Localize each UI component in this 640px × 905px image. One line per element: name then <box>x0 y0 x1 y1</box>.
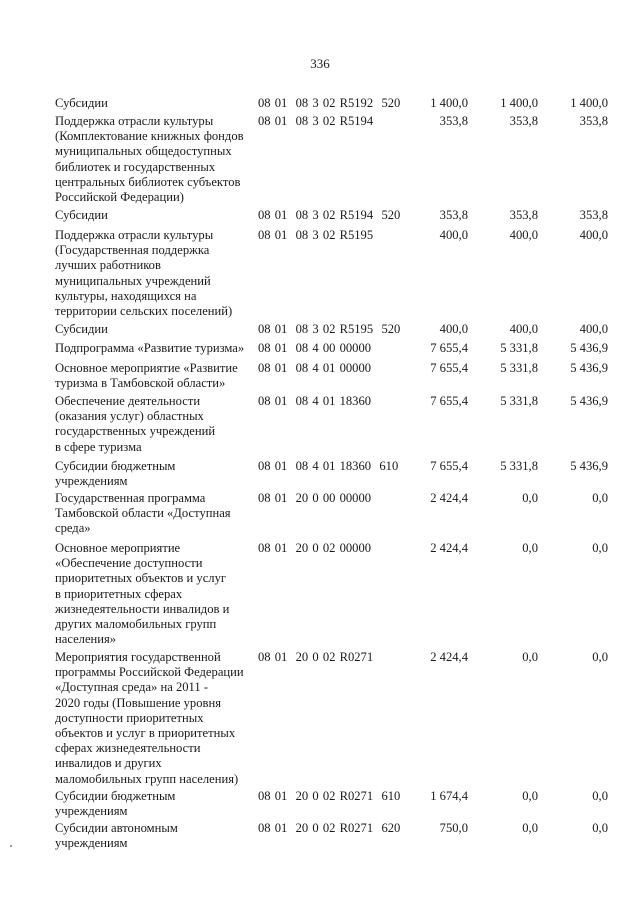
row-value-1: 400,0 <box>439 322 468 336</box>
row-code: 08 01 08 3 02 R5195 <box>258 228 374 242</box>
row-name: Субсидии бюджетным учреждениям <box>55 789 176 819</box>
row-value-2: 5 331,8 <box>500 361 538 375</box>
row-name: Государственная программа Тамбовской области «Доступная среда» <box>55 491 231 536</box>
row-value-1: 7 655,4 <box>430 341 468 355</box>
row-value-3: 353,8 <box>579 114 608 128</box>
row-value-1: 7 655,4 <box>430 394 468 408</box>
row-value-3: 5 436,9 <box>570 459 608 473</box>
row-value-2: 1 400,0 <box>500 96 538 110</box>
row-value-2: 353,8 <box>509 208 538 222</box>
row-name: Поддержка отрасли культуры (Государственная поддержка лучших работников муниципальных учреждений культуры, находящихся на территории сельских поселений) <box>55 228 233 319</box>
row-value-1: 2 424,4 <box>430 491 468 505</box>
row-value-3: 0,0 <box>592 650 608 664</box>
row-value-1: 1 674,4 <box>430 789 468 803</box>
row-name: Субсидии бюджетным учреждениям <box>55 459 176 489</box>
row-value-2: 400,0 <box>509 228 538 242</box>
row-code: 08 01 20 0 02 R0271 620 <box>258 821 401 835</box>
row-value-2: 5 331,8 <box>500 394 538 408</box>
row-value-2: 353,8 <box>509 114 538 128</box>
row-value-3: 5 436,9 <box>570 361 608 375</box>
row-code: 08 01 20 0 00 00000 <box>258 491 372 505</box>
row-code: 08 01 08 4 01 00000 <box>258 361 372 375</box>
row-code: 08 01 20 0 02 R0271 610 <box>258 789 401 803</box>
row-value-1: 353,8 <box>439 208 468 222</box>
row-code: 08 01 20 0 02 R0271 <box>258 650 374 664</box>
row-code: 08 01 08 3 02 R5195 520 <box>258 322 401 336</box>
row-value-3: 1 400,0 <box>570 96 608 110</box>
row-value-3: 400,0 <box>579 322 608 336</box>
row-code: 08 01 08 3 02 R5194 520 <box>258 208 401 222</box>
row-value-2: 0,0 <box>522 541 538 555</box>
row-value-2: 0,0 <box>522 821 538 835</box>
row-name: Поддержка отрасли культуры (Комплектование книжных фондов муниципальных общедоступных библиотек и государственных центральных библиотек субъектов Российской Федерации) <box>55 114 244 205</box>
row-value-3: 400,0 <box>579 228 608 242</box>
row-name: Основное мероприятие «Обеспечение доступности приоритетных объектов и услуг в приоритетных сферах жизнедеятельности инвалидов и других маломобильных групп населения» <box>55 541 230 647</box>
row-code: 08 01 08 3 02 R5194 <box>258 114 374 128</box>
scan-edge-mark <box>10 845 12 847</box>
row-name: Субсидии <box>55 208 108 222</box>
row-code: 08 01 08 3 02 R5192 520 <box>258 96 401 110</box>
row-name: Обеспечение деятельности (оказания услуг) областных государственных учреждений в сфере туризма <box>55 394 216 454</box>
row-value-1: 2 424,4 <box>430 541 468 555</box>
row-name: Мероприятия государственной программы Российской Федерации «Доступная среда» на 2011 - 2020 годы (Повышение уровня доступности приоритетных объектов и услуг в приоритетных сферах жизнедеятельности инвалидов и других маломобильных групп населения) <box>55 650 244 786</box>
row-value-1: 353,8 <box>439 114 468 128</box>
row-value-3: 0,0 <box>592 541 608 555</box>
row-value-2: 400,0 <box>509 322 538 336</box>
row-value-3: 5 436,9 <box>570 341 608 355</box>
row-code: 08 01 08 4 01 18360 610 <box>258 459 399 473</box>
row-value-2: 0,0 <box>522 650 538 664</box>
row-value-1: 2 424,4 <box>430 650 468 664</box>
row-value-1: 1 400,0 <box>430 96 468 110</box>
row-value-1: 400,0 <box>439 228 468 242</box>
row-value-2: 5 331,8 <box>500 341 538 355</box>
row-value-2: 5 331,8 <box>500 459 538 473</box>
row-name: Субсидии <box>55 322 108 336</box>
row-value-2: 0,0 <box>522 491 538 505</box>
row-value-1: 7 655,4 <box>430 361 468 375</box>
row-name: Субсидии <box>55 96 108 110</box>
row-name: Подпрограмма «Развитие туризма» <box>55 341 245 355</box>
row-value-3: 0,0 <box>592 491 608 505</box>
row-name: Основное мероприятие «Развитие туризма в Тамбовской области» <box>55 361 238 391</box>
row-value-1: 7 655,4 <box>430 459 468 473</box>
row-value-3: 0,0 <box>592 789 608 803</box>
row-code: 08 01 08 4 01 18360 <box>258 394 372 408</box>
row-code: 08 01 08 4 00 00000 <box>258 341 372 355</box>
row-value-3: 353,8 <box>579 208 608 222</box>
row-value-3: 0,0 <box>592 821 608 835</box>
row-value-3: 5 436,9 <box>570 394 608 408</box>
row-name: Субсидии автономным учреждениям <box>55 821 178 851</box>
row-value-1: 750,0 <box>439 821 468 835</box>
page-number: 336 <box>310 56 330 71</box>
row-value-2: 0,0 <box>522 789 538 803</box>
row-code: 08 01 20 0 02 00000 <box>258 541 372 555</box>
